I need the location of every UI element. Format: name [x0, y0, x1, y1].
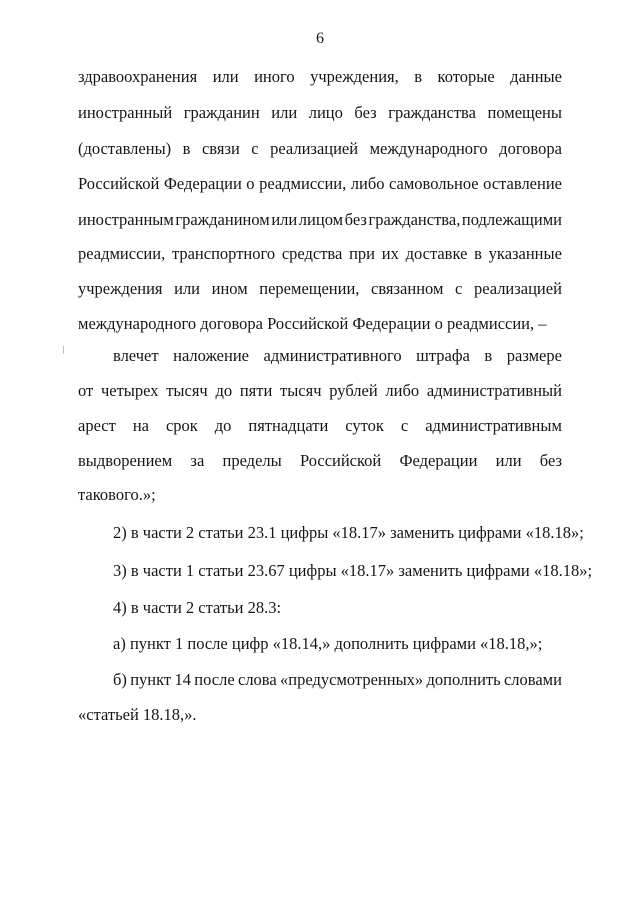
word: иностранным: [78, 210, 174, 229]
body-line: [78, 451, 562, 471]
word: их: [381, 244, 399, 263]
word: административный: [426, 381, 562, 400]
word: реализацией: [270, 139, 359, 158]
body-line: 2) в части 2 статьи 23.1 цифры «18.17» заменить цифрами «18.18»;: [113, 523, 584, 542]
word: в: [474, 244, 482, 263]
body-line: [78, 139, 562, 159]
word: лицом: [298, 210, 344, 229]
body-line: 3) в части 1 статьи 23.67 цифры «18.17» заменить цифрами «18.18»;: [113, 561, 593, 580]
word: данные: [510, 67, 562, 86]
word: рублей: [329, 381, 378, 400]
word: в: [414, 67, 423, 86]
word: подлежащими: [461, 210, 562, 229]
word: административным: [425, 416, 562, 435]
word: Федерации: [163, 174, 242, 193]
body-line: международного договора Российской Федерации о реадмиссии, –: [78, 314, 547, 333]
word: арест: [78, 416, 116, 435]
word: в: [484, 346, 493, 365]
word: или: [271, 210, 298, 229]
body-line: [78, 381, 562, 401]
word: слова: [238, 670, 277, 689]
word: пункт: [130, 670, 172, 689]
word: транспортного: [171, 244, 276, 263]
word: размере: [506, 346, 562, 365]
word: Российской: [78, 174, 160, 193]
word: иностранный: [78, 103, 173, 122]
word: штрафа: [416, 346, 470, 365]
word: б): [113, 670, 127, 689]
word: доставке: [405, 244, 468, 263]
word: помещены: [487, 103, 562, 122]
word: (доставлены): [78, 139, 172, 158]
word: или: [212, 67, 239, 86]
word: связанном: [371, 279, 444, 298]
word: с: [400, 416, 409, 435]
word: самовольное: [389, 174, 479, 193]
body-line: такового.»;: [78, 485, 156, 504]
word: связи: [201, 139, 240, 158]
word: с: [251, 139, 259, 158]
word: в: [182, 139, 191, 158]
word: пяти: [239, 381, 273, 400]
word: либо: [385, 381, 420, 400]
word: до: [215, 381, 233, 400]
word: четырех: [100, 381, 159, 400]
word: гражданин: [183, 103, 260, 122]
body-line: [113, 670, 562, 690]
word: реализацией: [473, 279, 562, 298]
body-line: [113, 346, 562, 366]
body-line: [78, 244, 562, 264]
body-line: [78, 416, 562, 436]
body-line: «статьей 18.18,».: [78, 705, 197, 724]
word: суток: [345, 416, 384, 435]
body-line: [78, 279, 562, 299]
word: пределы: [222, 451, 282, 470]
body-line: а) пункт 1 после цифр «18.14,» дополнить цифрами «18.18,»;: [113, 634, 543, 653]
word: или: [271, 103, 298, 122]
word: гражданином: [175, 210, 270, 229]
word: иного: [254, 67, 295, 86]
word: наложение: [173, 346, 249, 365]
word: лицо: [308, 103, 343, 122]
word: 14: [174, 670, 191, 689]
word: тысяч: [166, 381, 208, 400]
word: с: [455, 279, 463, 298]
word: договора: [499, 139, 562, 158]
word: оставление: [483, 174, 562, 193]
word: о: [246, 174, 255, 193]
word: на: [132, 416, 149, 435]
word: которые: [437, 67, 495, 86]
word: международного: [369, 139, 488, 158]
word: средства: [281, 244, 343, 263]
word: без: [344, 210, 367, 229]
word: после: [194, 670, 235, 689]
word: словами: [503, 670, 562, 689]
word: без: [539, 451, 562, 470]
word: учреждения,: [310, 67, 399, 86]
word: срок: [165, 416, 198, 435]
word: учреждения: [78, 279, 163, 298]
word: от: [78, 381, 94, 400]
margin-mark: [63, 346, 64, 354]
word: до: [214, 416, 232, 435]
word: выдворением: [78, 451, 173, 470]
word: ином: [211, 279, 248, 298]
word: административного: [263, 346, 402, 365]
word: или: [495, 451, 522, 470]
word: пятнадцати: [248, 416, 329, 435]
word: за: [190, 451, 205, 470]
word: тысяч: [280, 381, 322, 400]
word: дополнить: [426, 670, 501, 689]
word: перемещении,: [259, 279, 360, 298]
body-line: [78, 103, 562, 123]
word: Федерации: [399, 451, 478, 470]
word: влечет: [113, 346, 159, 365]
word: или: [174, 279, 201, 298]
word: либо: [350, 174, 385, 193]
word: гражданства: [388, 103, 476, 122]
word: гражданства,: [368, 210, 461, 229]
body-line: [78, 67, 562, 87]
page-number: 6: [316, 30, 324, 47]
body-line: [78, 210, 562, 230]
word: реадмиссии,: [78, 244, 166, 263]
word: «предусмотренных»: [280, 670, 424, 689]
word: здравоохранения: [78, 67, 198, 86]
body-line: [78, 174, 562, 194]
word: Российской: [299, 451, 382, 470]
word: при: [349, 244, 375, 263]
word: указанные: [488, 244, 562, 263]
word: реадмиссии,: [259, 174, 347, 193]
word: без: [354, 103, 377, 122]
body-line: 4) в части 2 статьи 28.3:: [113, 598, 282, 617]
